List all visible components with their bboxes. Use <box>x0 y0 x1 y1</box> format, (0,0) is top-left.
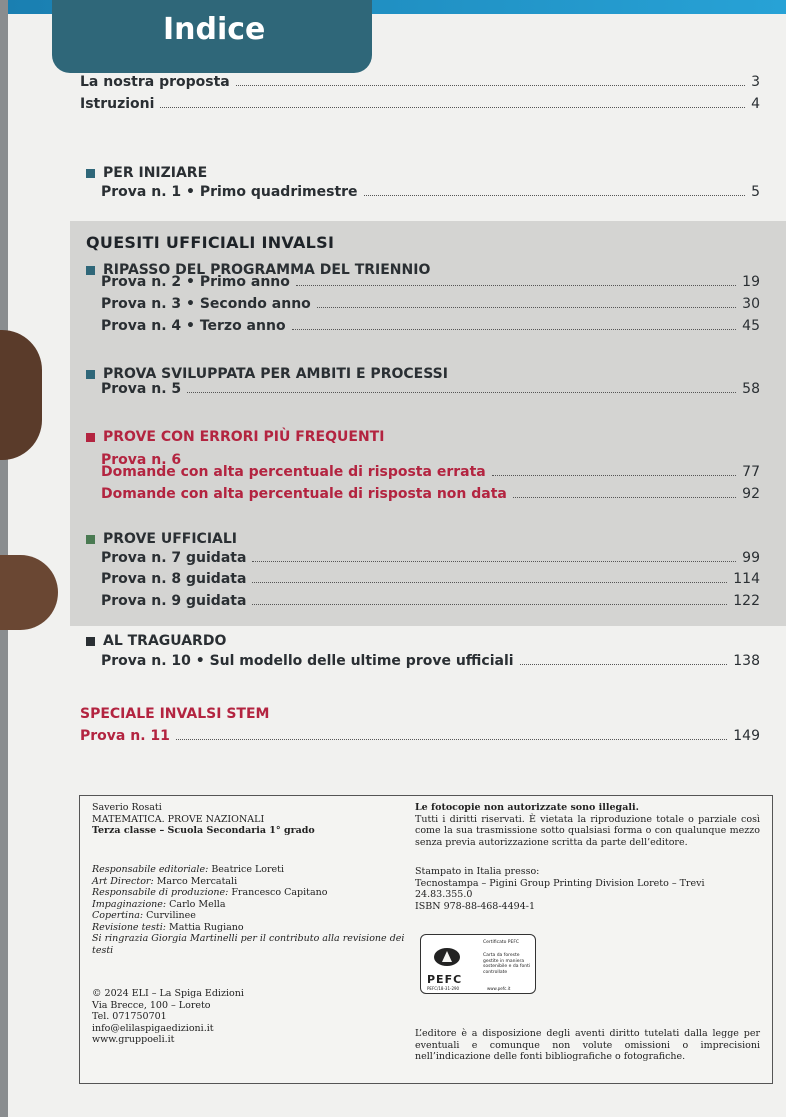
section-bullet-icon <box>86 637 95 646</box>
page-title: Indice <box>163 12 266 47</box>
toc-entry-page: 58 <box>742 381 760 397</box>
section-title: RIPASSO DEL PROGRAMMA DEL TRIENNIO <box>103 262 431 278</box>
toc-entry-page: 5 <box>751 184 760 200</box>
toc-entry-label: Prova n. 8 guidata <box>101 571 247 587</box>
section-stem <box>80 706 269 722</box>
section-bullet-icon <box>86 433 95 442</box>
printing-info <box>415 866 760 912</box>
toc-entry[interactable] <box>101 318 760 334</box>
section-bullet-icon <box>86 370 95 379</box>
finger <box>0 330 42 460</box>
isbn: ISBN 978-88-468-4494-1 <box>415 900 535 912</box>
role-line: Impaginazione: Carlo Mella <box>92 898 226 910</box>
pefc-word: PEFC <box>427 973 463 986</box>
publisher-line: Tel. 071750701 <box>92 1011 167 1022</box>
toc-entry[interactable] <box>101 166 760 200</box>
toc-entry-label: Domande con alta percentuale di risposta non data <box>101 486 507 502</box>
printing-line: 24.83.355.0 <box>415 889 473 900</box>
toc-entry-label: Prova n. 7 guidata <box>101 550 247 566</box>
publisher-line: Via Brecce, 100 – Loreto <box>92 999 211 1011</box>
errori-subtitle: Prova n. 6 <box>101 452 182 468</box>
toc-entry-page: 30 <box>742 296 760 312</box>
dot-leader <box>292 328 737 330</box>
toc-entry[interactable] <box>101 464 760 480</box>
section-ufficiali <box>86 531 237 547</box>
pefc-badge <box>420 934 536 994</box>
dot-leader <box>364 194 746 196</box>
toc-entry-label: Prova n. 1 • Primo quadrimestre <box>101 184 358 200</box>
dot-leader <box>513 496 736 498</box>
toc-entry[interactable] <box>101 274 760 290</box>
dot-leader <box>252 581 727 583</box>
toc-entry-label: La nostra proposta <box>80 74 230 90</box>
toc-entry-label: Prova n. 4 • Terzo anno <box>101 318 286 334</box>
dot-leader <box>317 306 736 308</box>
toc-entry-label: Prova n. 5 <box>101 381 182 397</box>
section-ambiti <box>86 366 448 382</box>
toc-entry-page: 149 <box>733 728 760 744</box>
invalsi-title: QUESITI UFFICIALI INVALSI <box>86 233 335 252</box>
toc-entry-label: Prova n. 9 guidata <box>101 593 247 609</box>
toc-entry-page: 77 <box>742 464 760 480</box>
toc-entry-page: 122 <box>733 593 760 609</box>
role-line: Art Director: Marco Mercatali <box>92 875 238 887</box>
toc-entry[interactable] <box>80 96 760 112</box>
pefc-tree-icon <box>433 947 461 967</box>
toc-entry-label: Prova n. 11 <box>80 728 170 744</box>
copyright-notice <box>415 802 760 848</box>
publisher-info <box>92 988 412 1046</box>
dot-leader <box>492 474 736 476</box>
page <box>8 0 786 1117</box>
toc-entry[interactable] <box>101 296 760 312</box>
copyright-text: Tutti i diritti riservati. È vietata la riproduzione totale o parziale così come la sua trasmissione sotto qualsiasi forma o con qualunque mezzo senza previa autorizzazione scritta da parte dell’editore. <box>415 813 760 848</box>
toc-entry-page: 92 <box>742 486 760 502</box>
section-title: PROVA SVILUPPATA PER AMBITI E PROCESSI <box>103 366 448 382</box>
toc-entry[interactable] <box>101 486 760 502</box>
toc-entry-page: 3 <box>751 74 760 90</box>
toc-entry-page: 45 <box>742 318 760 334</box>
section-bullet-icon <box>86 535 95 544</box>
book-info <box>92 802 412 837</box>
toc-entry-label: Domande con alta percentuale di risposta errata <box>101 464 486 480</box>
dot-leader <box>187 391 736 393</box>
printing-line: Tecnostampa – Pigini Group Printing Division Loreto – Trevi <box>415 877 705 889</box>
toc-entry-label: Prova n. 10 • Sul modello delle ultime prove ufficiali <box>101 653 514 669</box>
toc-entry-label: Prova n. 2 • Primo anno <box>101 274 290 290</box>
publisher-line: © 2024 ELI – La Spiga Edizioni <box>92 988 244 999</box>
toc-entry-page: 99 <box>742 550 760 566</box>
pefc-code: PEFC/18-31-290 <box>427 986 460 991</box>
toc-entry-page: 114 <box>733 571 760 587</box>
toc-entry[interactable] <box>101 571 760 587</box>
section-title: SPECIALE INVALSI STEM <box>80 706 270 722</box>
toc-entry-label: Prova n. 3 • Secondo anno <box>101 296 311 312</box>
role-line: Responsabile editoriale: Beatrice Loreti <box>92 864 285 875</box>
section-errori <box>86 429 384 445</box>
copyright-title: Le fotocopie non autorizzate sono illegali. <box>415 802 639 813</box>
section-title: PROVE CON ERRORI PIÙ FREQUENTI <box>103 429 385 445</box>
dot-leader <box>252 560 736 562</box>
toc-entry-label: Istruzioni <box>80 96 155 112</box>
book-title: MATEMATICA. PROVE NAZIONALI <box>92 813 265 825</box>
pefc-cert: Certificato PEFC <box>483 940 520 945</box>
thanks-line: Si ringrazia Giorgia Martinelli per il contributo alla revisione dei testi <box>92 933 405 956</box>
role-line: Revisione testi: Mattia Rugiano <box>92 921 244 933</box>
dot-leader <box>160 106 745 108</box>
role-line: Responsabile di produzione: Francesco Capitano <box>92 887 328 898</box>
roles-list <box>92 864 412 956</box>
toc-entry-page: 138 <box>733 653 760 669</box>
section-title: PER INIZIARE <box>103 165 208 181</box>
author: Saverio Rosati <box>92 802 162 813</box>
printing-line: Stampato in Italia presso: <box>415 866 540 877</box>
toc-entry[interactable] <box>101 381 760 397</box>
section-title: AL TRAGUARDO <box>103 633 227 649</box>
toc-entry[interactable] <box>101 550 760 566</box>
dot-leader <box>520 663 728 665</box>
book-class: Terza classe – Scuola Secondaria 1° grado <box>92 825 315 836</box>
section-title: PROVE UFFICIALI <box>103 531 237 547</box>
section-bullet-icon <box>86 266 95 275</box>
publisher-email[interactable]: info@elilaspigaedizioni.it <box>92 1022 214 1034</box>
pefc-url: www.pefc.it <box>487 986 511 991</box>
toc-entry[interactable] <box>80 728 760 744</box>
toc-entry[interactable] <box>80 74 760 90</box>
toc-entry[interactable] <box>101 653 760 669</box>
section-bullet-icon <box>86 169 95 178</box>
disclaimer: L’editore è a disposizione degli aventi diritto tutelati dalla legge per eventuali e comunque non volute omissioni o imprecisioni nell’indicazione delle fonti bibliografiche o fotografiche. <box>415 1028 760 1062</box>
dot-leader <box>176 738 727 740</box>
publisher-website[interactable]: www.gruppoeli.it <box>92 1034 175 1045</box>
dot-leader <box>236 84 745 86</box>
credits-box <box>79 795 773 1084</box>
toc-entry-page: 4 <box>751 96 760 112</box>
pefc-desc: Carta da foreste gestite in maniera sostenibile e da fonti controllate <box>483 953 531 975</box>
role-line: Copertina: Curvilinee <box>92 910 196 921</box>
dot-leader <box>296 284 736 286</box>
section-traguardo <box>86 633 226 649</box>
toc-entry[interactable] <box>101 593 760 609</box>
toc-entry-page: 19 <box>742 274 760 290</box>
dot-leader <box>252 603 727 605</box>
